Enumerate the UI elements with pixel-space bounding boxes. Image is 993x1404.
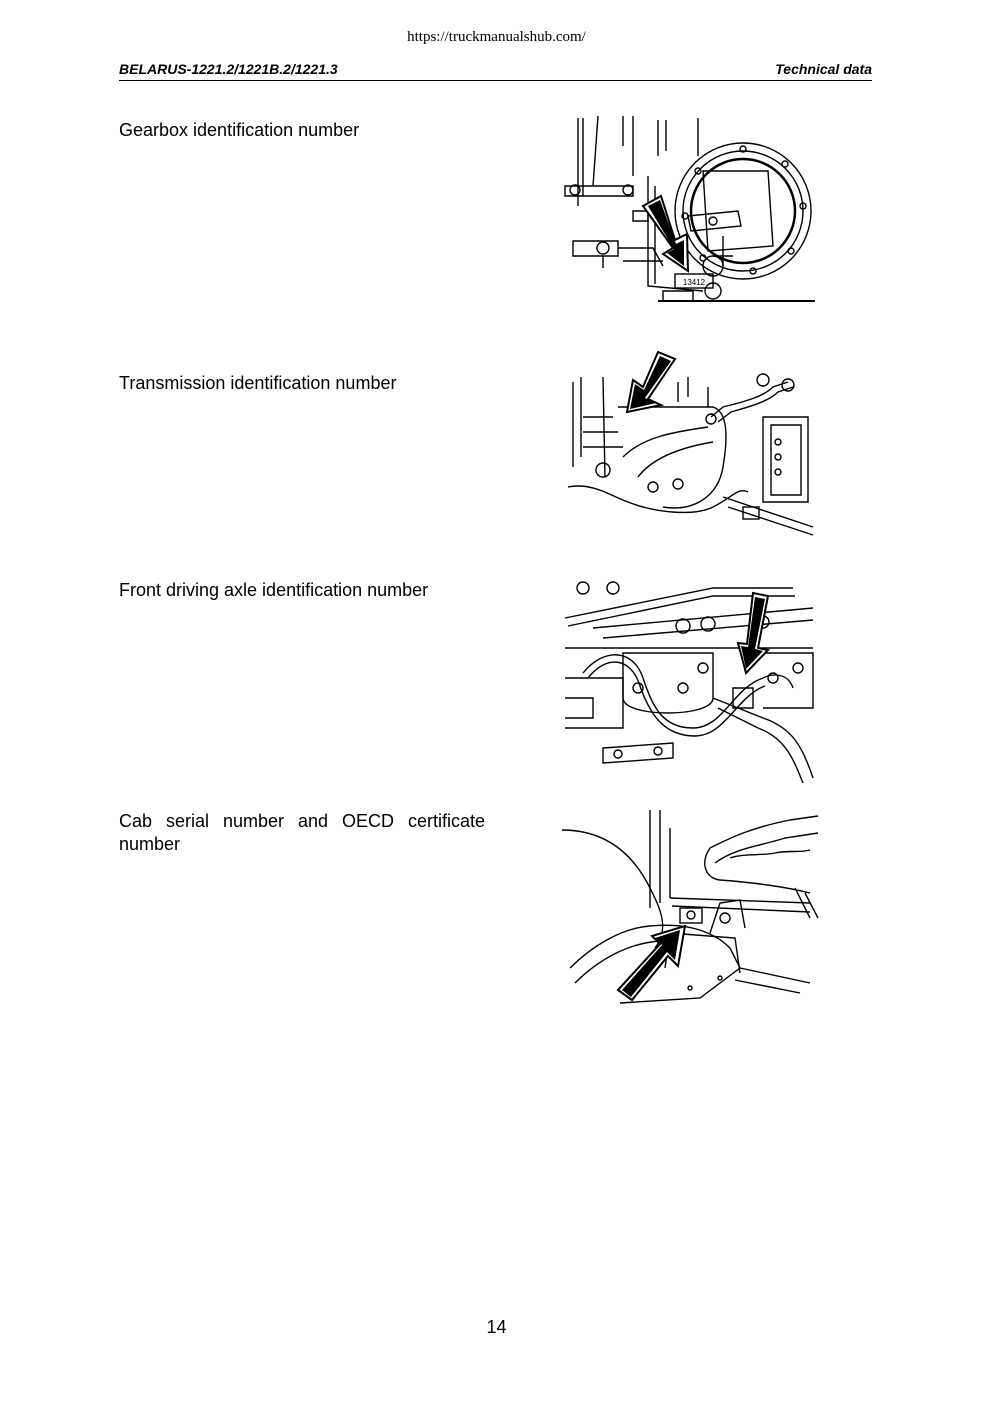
- transmission-caption: Transmission identification number: [119, 373, 397, 393]
- cab-serial-caption: Cab serial number and OECD certificate number: [119, 811, 485, 854]
- source-url: https://truckmanualshub.com/: [407, 29, 586, 45]
- cab-serial-figure: [560, 808, 822, 1008]
- gearbox-plate-number: 13412: [682, 278, 706, 287]
- front-axle-caption: Front driving axle identification number: [119, 580, 429, 600]
- header-section: Technical data: [775, 61, 872, 77]
- header-model: BELARUS-1221.2/1221B.2/1221.3: [119, 61, 338, 77]
- front-axle-figure: [563, 578, 821, 790]
- transmission-figure: [563, 347, 815, 537]
- page-number: 14: [486, 1317, 507, 1337]
- gearbox-caption: Gearbox identification number: [119, 120, 360, 140]
- gearbox-figure: [563, 116, 815, 306]
- page-header: [119, 60, 872, 81]
